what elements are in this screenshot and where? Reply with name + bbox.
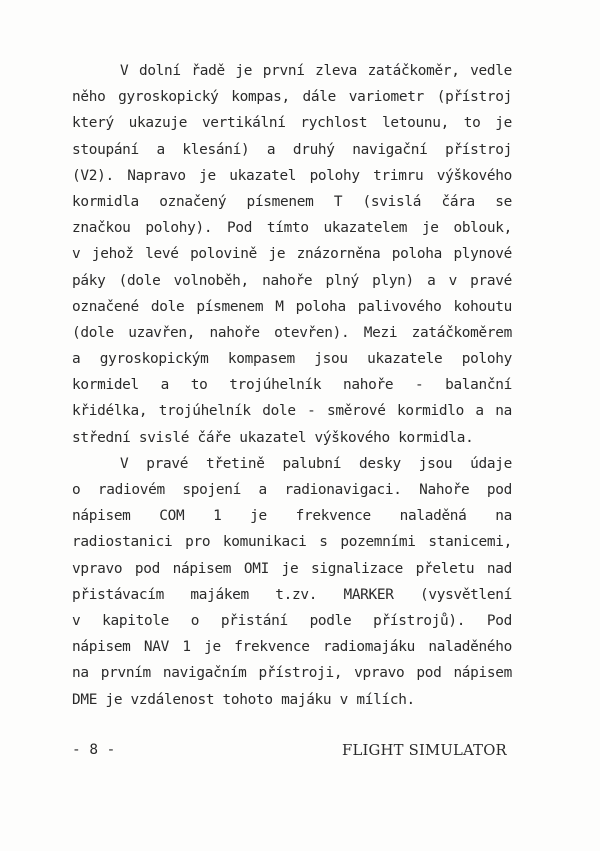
text-line: V pravé třetině palubní desky jsou údaje xyxy=(120,455,512,472)
text-line: kormidla označený písmenem T (svislá čára se xyxy=(72,193,512,210)
text-line: přistávacím majákem t.zv. MARKER (vysvětlení xyxy=(72,586,512,603)
page-number: - 8 - xyxy=(72,742,116,758)
book-title: FLIGHT SIMULATOR xyxy=(342,742,507,759)
text-line: vpravo pod nápisem OMI je signalizace přeletu nad xyxy=(72,560,512,577)
text-line: označené dole písmenem M poloha palivového kohoutu xyxy=(72,298,512,315)
body-text xyxy=(72,58,512,713)
text-line: kormidel a to trojúhelník nahoře - balanční xyxy=(72,377,512,394)
text-line: značkou polohy). Pod tímto ukazatelem je oblouk, xyxy=(72,220,512,237)
paragraph-2 xyxy=(72,451,512,713)
text-line: něho gyroskopický kompas, dále variometr (přístroj xyxy=(72,89,512,106)
text-line: v jehož levé polovině je znázorněna poloha plynové xyxy=(72,246,512,263)
text-line: stoupání a klesání) a druhý navigační přístroj xyxy=(72,141,512,158)
text-line: střední svislé čáře ukazatel výškového kormidla. xyxy=(72,429,474,446)
text-line: radiostanici pro komunikaci s pozemními stanicemi, xyxy=(72,534,512,551)
text-line: (V2). Napravo je ukazatel polohy trimru výškového xyxy=(72,167,512,184)
text-line: a gyroskopickým kompasem jsou ukazatele polohy xyxy=(72,351,512,368)
text-line: V dolní řadě je první zleva zatáčkoměr, vedle xyxy=(120,63,512,79)
text-line: na prvním navigačním přístroji, vpravo pod nápisem xyxy=(72,665,512,682)
text-line: v kapitole o přistání podle přístrojů). Pod xyxy=(72,612,512,629)
text-line: páky (dole volnoběh, nahoře plný plyn) a v pravé xyxy=(72,272,512,289)
text-line: křidélka, trojúhelník dole - směrové kormidlo a na xyxy=(72,403,512,420)
text-line: DME je vzdálenost tohoto majáku v mílích. xyxy=(72,691,415,708)
paragraph-1 xyxy=(72,58,512,451)
text-line: (dole uzavřen, nahoře otevřen). Mezi zatáčkoměrem xyxy=(72,324,512,341)
text-line: nápisem COM 1 je frekvence naladěná na xyxy=(72,508,512,525)
text-line: který ukazuje vertikální rychlost letounu, to je xyxy=(72,115,512,132)
text-line: o radiovém spojení a radionavigaci. Nahoře pod xyxy=(72,482,512,498)
text-line: nápisem NAV 1 je frekvence radiomajáku naladěného xyxy=(72,639,512,656)
